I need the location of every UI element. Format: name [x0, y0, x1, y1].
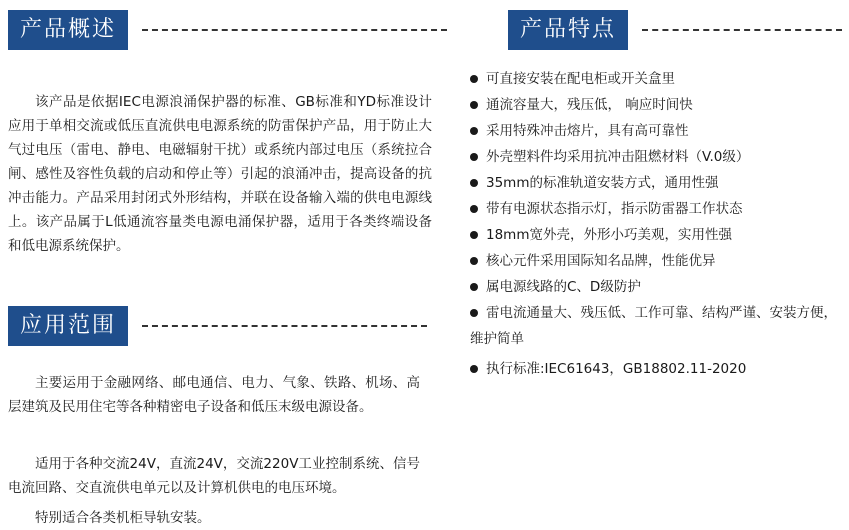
- application-title: 应用范围: [8, 306, 128, 346]
- feature-text: 执行标准:IEC61643，GB18802.11-2020: [486, 361, 747, 377]
- feature-text: 采用特殊冲击熔片，具有高可靠性: [486, 123, 689, 139]
- feature-text: 带有电源状态指示灯，指示防雷器工作状态: [486, 201, 743, 217]
- feature-item: [470, 300, 842, 352]
- feature-item: [470, 196, 842, 222]
- application-paragraph-3: 特别适合各类机柜导轨安装。: [35, 510, 211, 526]
- application-divider: [142, 325, 427, 327]
- bullet-icon: [470, 365, 478, 373]
- feature-item: [470, 144, 842, 170]
- application-header: [8, 306, 427, 346]
- feature-item: [470, 248, 842, 274]
- bullet-icon: [470, 75, 478, 83]
- bullet-icon: [470, 179, 478, 187]
- bullet-icon: [470, 205, 478, 213]
- bullet-icon: [470, 153, 478, 161]
- feature-item: [470, 222, 842, 248]
- feature-text: 通流容量大，残压低， 响应时间快: [486, 97, 693, 113]
- overview-header: [8, 10, 447, 50]
- application-paragraph-1: 主要运用于金融网络、邮电通信、电力、气象、铁路、机场、高层建筑及民用住宅等各种精密电子设备和低压末级电源设备。: [8, 375, 420, 415]
- bullet-icon: [470, 231, 478, 239]
- feature-item: [470, 92, 842, 118]
- application-paragraph-2: 适用于各种交流24V，直流24V，交流220V工业控制系统、信号电流回路、交直流供电单元以及计算机供电的电压环境。: [8, 456, 420, 496]
- overview-divider: [142, 29, 447, 31]
- features-header: [508, 10, 842, 50]
- bullet-icon: [470, 257, 478, 265]
- feature-item: [470, 66, 842, 92]
- bullet-icon: [470, 283, 478, 291]
- features-list: [470, 66, 842, 382]
- feature-item: [470, 170, 842, 196]
- feature-item: [470, 118, 842, 144]
- feature-text: 35mm的标准轨道安装方式，通用性强: [486, 175, 719, 191]
- feature-text: 18mm宽外壳，外形小巧美观，实用性强: [486, 227, 732, 243]
- feature-text: 可直接安装在配电柜或开关盒里: [486, 71, 675, 87]
- overview-title: 产品概述: [8, 10, 128, 50]
- bullet-icon: [470, 309, 478, 317]
- feature-text: 外壳塑料件均采用抗冲击阻燃材料（V.0级）: [486, 149, 750, 165]
- bullet-icon: [470, 101, 478, 109]
- feature-text: 核心元件采用国际知名品牌，性能优异: [486, 253, 716, 269]
- features-divider: [642, 29, 842, 31]
- bullet-icon: [470, 127, 478, 135]
- overview-paragraph: 该产品是依据IEC电源浪涌保护器的标准、GB标准和YD标准设计应用于单相交流或低压直流供电电源系统的防雷保护产品，用于防止大气过电压（雷电、静电、电磁辐射干扰）或系统内部过电压（系统拉合闸、感性及容性负载的启动和停止等）引起的浪涌冲击，提高设备的抗冲击能力。产品采用封闭式外形结构，并联在设备输入端的供电电源线上。该产品属于L低通流容量类电源电涌保护器，适用于各类终端设备和低电源系统保护。: [8, 94, 432, 254]
- feature-item: [470, 274, 842, 300]
- features-title: 产品特点: [508, 10, 628, 50]
- feature-text: 属电源线路的C、D级防护: [486, 279, 641, 295]
- feature-item: [470, 356, 842, 382]
- feature-text: 雷电流通量大、残压低、工作可靠、结构严谨、安装方便，维护简单: [470, 305, 837, 347]
